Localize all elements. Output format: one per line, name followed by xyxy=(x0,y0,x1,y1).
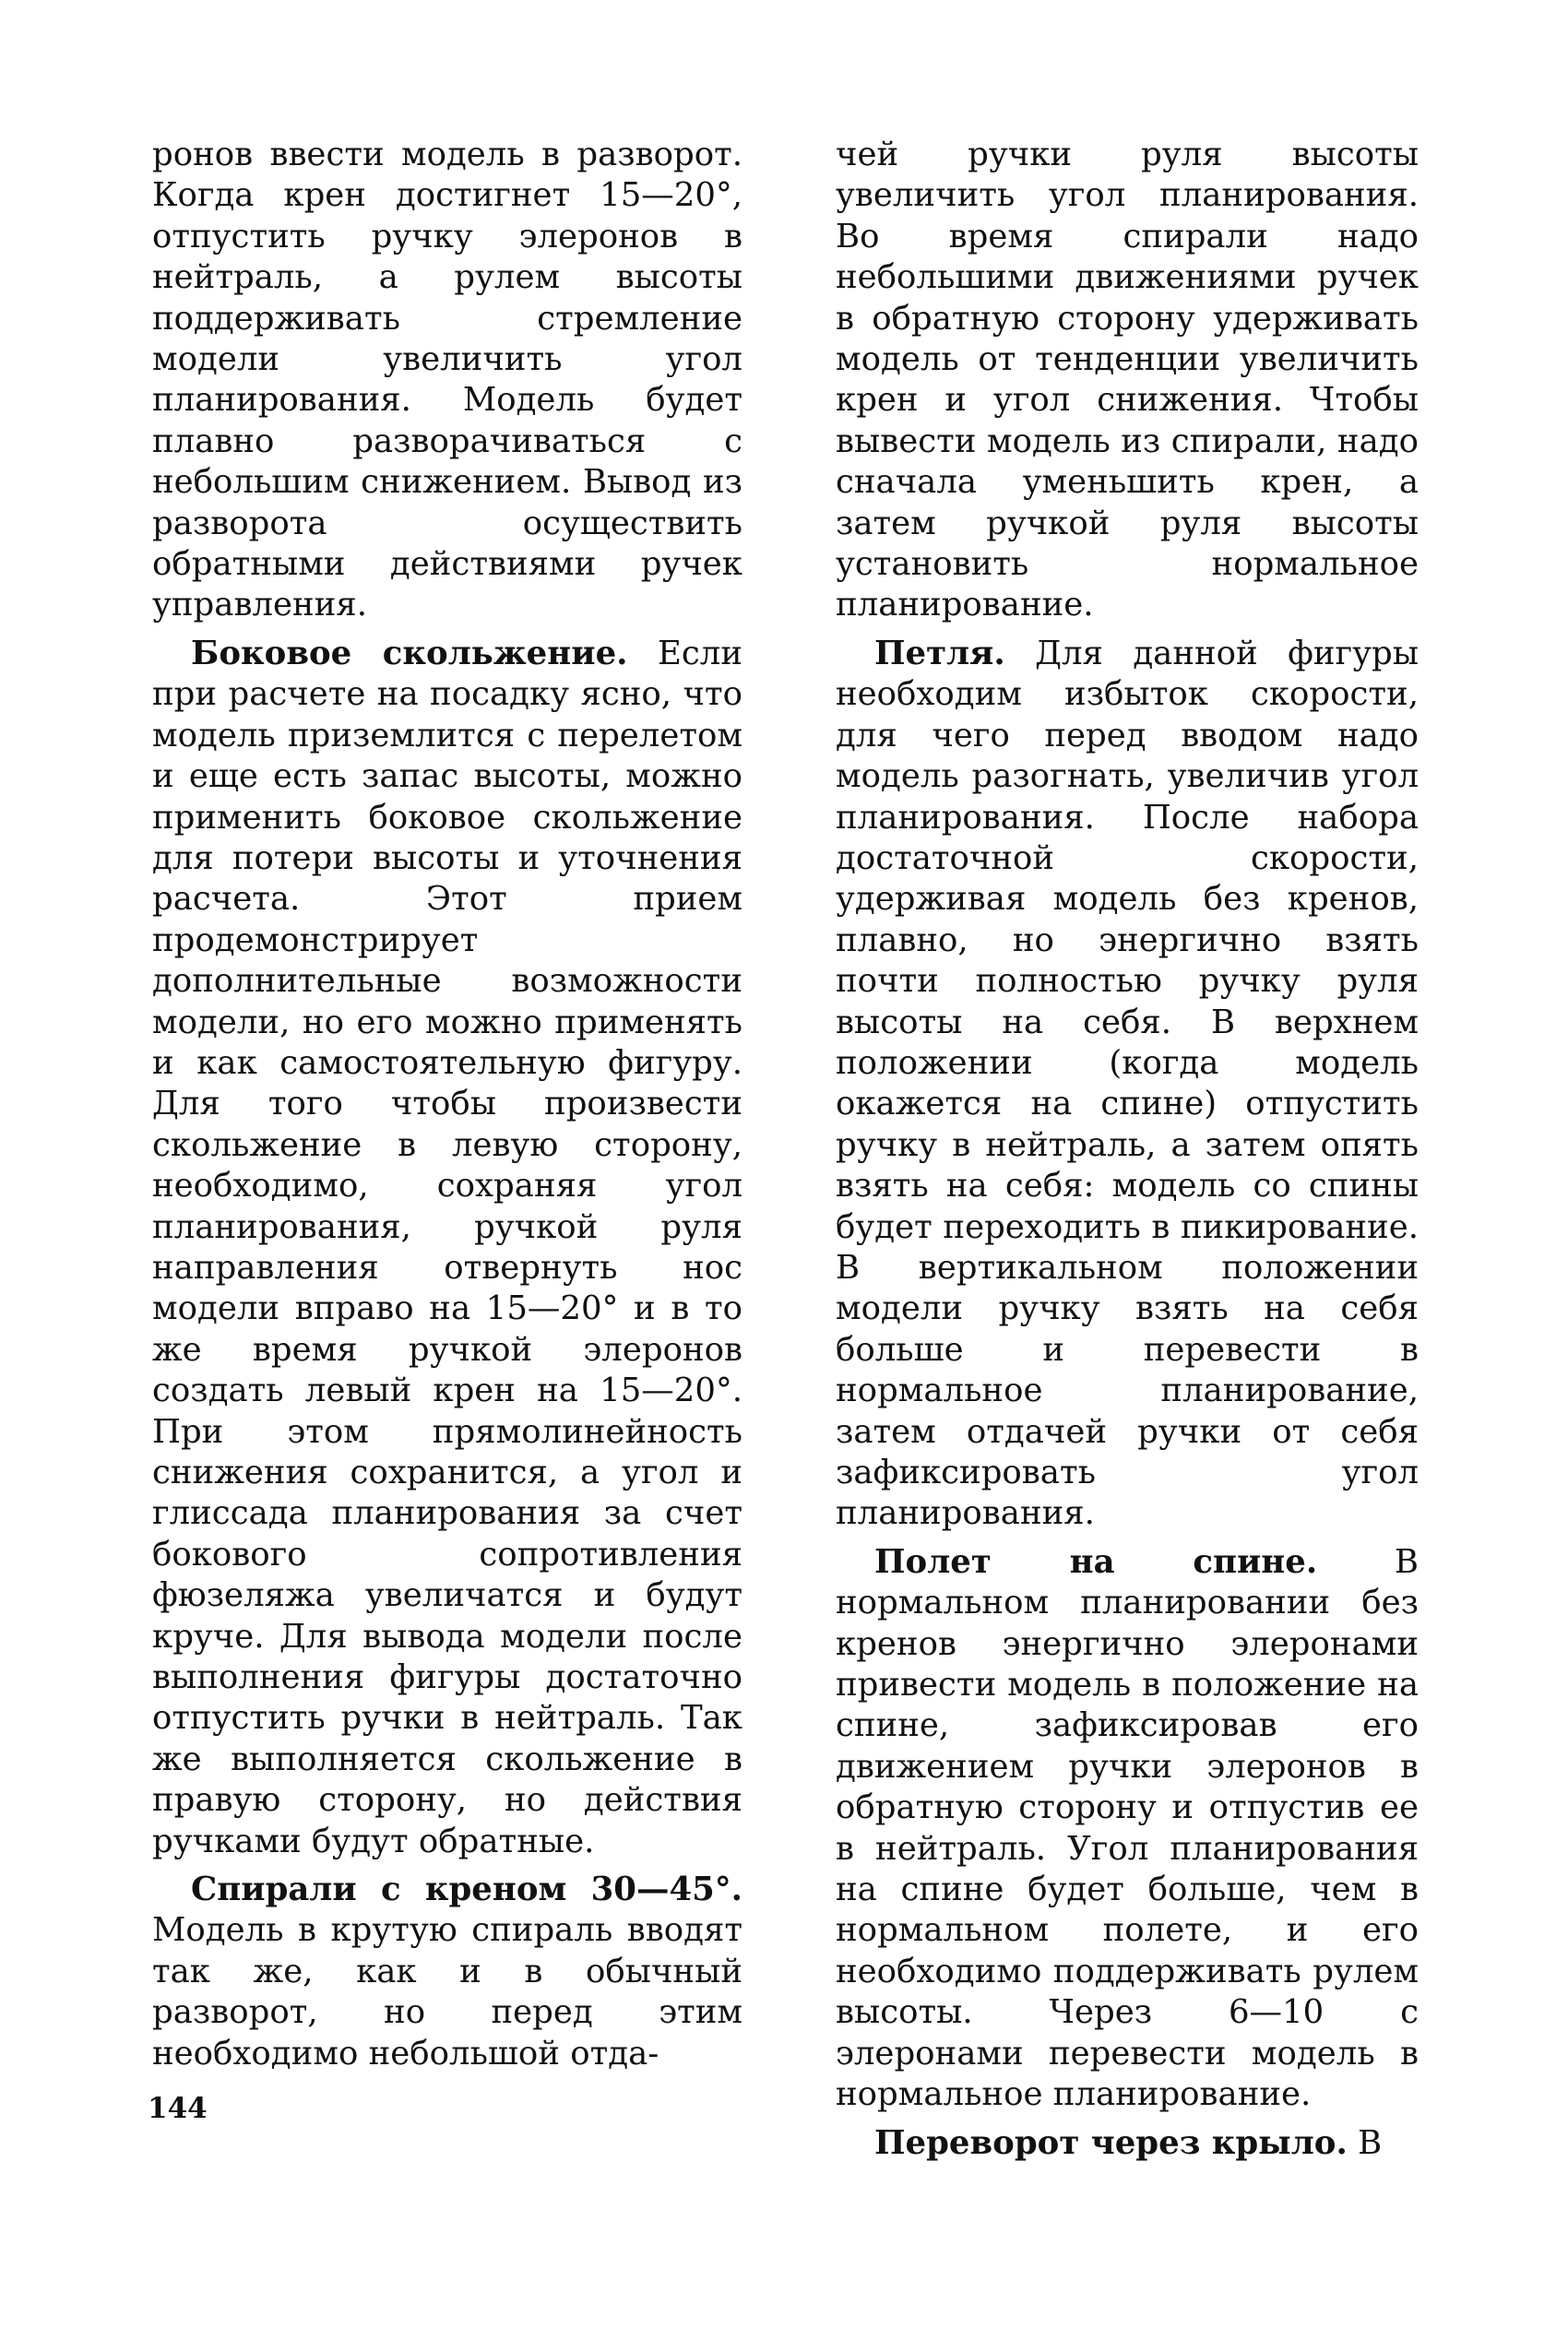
paragraph-inverted-flight xyxy=(836,1542,1419,2116)
left-column xyxy=(152,135,742,2074)
paragraph-text: В xyxy=(1347,2123,1383,2162)
paragraph-text: ронов ввести модель в разворот. Когда крен достигнет 15—20°, отпустить ручку элеронов в нейтраль, а рулем высоты поддерживать стремление модели увеличить угол планирования. Модель будет плавно разворачиваться с небольшим снижением. Вывод из разворота осуществить обратными действиями ручек управления. xyxy=(152,136,742,624)
paragraph-wing-roll xyxy=(836,2123,1419,2164)
paragraph-side-slip xyxy=(152,634,742,1862)
page-number: 144 xyxy=(148,2092,208,2125)
paragraph-loop xyxy=(836,634,1419,1535)
section-heading-wing-roll: Переворот через крыло. xyxy=(874,2123,1348,2162)
section-heading-loop: Петля. xyxy=(874,634,1005,672)
paragraph-spiral-continuation xyxy=(836,135,1419,626)
paragraph-text: чей ручки руля высоты увеличить угол планирования. Во время спирали надо небольшими движениями ручек в обратную сторону удерживать модель от тенденции увеличить крен и угол снижения. Чтобы вывести модель из спирали, надо сначала уменьшить крен, а затем ручкой руля высоты установить нормальное планирование. xyxy=(836,136,1419,624)
paragraph-spirals xyxy=(152,1870,742,2074)
section-heading-inverted-flight: Полет на спине. xyxy=(874,1542,1318,1581)
paragraph-text: Для данной фигуры необходим избыток скорости, для чего перед вводом надо модель разогнать, увеличив угол планирования. После набора достаточной скорости, удерживая модель без кренов, плавно, но энергично взять почти полностью ручку руля высоты на себя. В верхнем положении (когда модель окажется на спине) отпустить ручку в нейтраль, а затем опять взять на себя: модель со спины будет переходить в пикирование. В вертикальном положении модели ручку взять на себя больше и перевести в нормальное планирование, затем отдачей ручки от себя зафиксировать угол планирования. xyxy=(836,634,1419,1533)
paragraph-text: В нормальном планировании без кренов энергично элеронами привести модель в положение на спине, зафиксировав его движением ручки элеронов в обратную сторону и отпустив ее в нейтраль. Угол планирования на спине будет больше, чем в нормальном полете, и его необходимо поддерживать рулем высоты. Через 6—10 с элеронами перевести модель в нормальное планирование. xyxy=(836,1542,1419,2114)
section-heading-side-slip: Боковое скольжение. xyxy=(191,634,628,672)
paragraph-text: Модель в крутую спираль вводят так же, как и в обычный разворот, но перед этим необходимо небольшой отда- xyxy=(152,1911,742,2073)
paragraph-turn-continuation xyxy=(152,135,742,626)
section-heading-spirals: Спирали с креном 30—45°. xyxy=(191,1871,742,1909)
right-column xyxy=(836,135,1419,2164)
paragraph-text: Если при расчете на посадку ясно, что модель приземлится с перелетом и еще есть запас высоты, можно применить боковое скольжение для потери высоты и уточнения расчета. Этот прием продемонстрирует дополнительные возможности модели, но его можно применять и как самостоятельную фигуру. Для того чтобы произвести скольжение в левую сторону, необходимо, сохраняя угол планирования, ручкой руля направления отвернуть нос модели вправо на 15—20° и в то же время ручкой элеронов создать левый крен на 15—20°. При этом прямолинейность снижения сохранится, а угол и глиссада планирования за счет бокового сопротивления фюзеляжа увеличатся и будут круче. Для вывода модели после выполнения фигуры достаточно отпустить ручки в нейтраль. Так же выполняется скольжение в правую сторону, но действия ручками будут обратные. xyxy=(152,634,742,1860)
